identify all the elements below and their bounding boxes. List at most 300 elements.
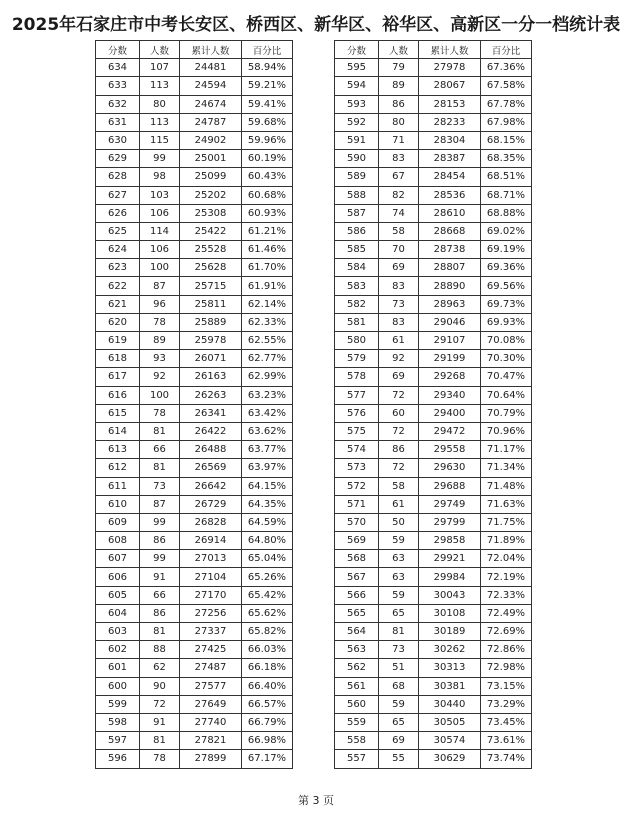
cell-cumulative: 27337	[180, 623, 242, 641]
table-row	[335, 477, 532, 495]
cell-count: 86	[379, 95, 419, 113]
cell-score: 597	[96, 732, 140, 750]
cell-cumulative: 27899	[180, 750, 242, 768]
cell-cumulative: 27425	[180, 641, 242, 659]
cell-score: 611	[96, 477, 140, 495]
cell-score: 580	[335, 332, 379, 350]
cell-count: 55	[379, 750, 419, 768]
cell-percent: 63.42%	[242, 404, 293, 422]
cell-count: 78	[140, 313, 180, 331]
cell-score: 579	[335, 350, 379, 368]
cell-percent: 61.91%	[242, 277, 293, 295]
table-row	[96, 368, 293, 386]
cell-score: 588	[335, 186, 379, 204]
cell-percent: 69.56%	[481, 277, 532, 295]
cell-cumulative: 25811	[180, 295, 242, 313]
cell-count: 83	[379, 277, 419, 295]
cell-score: 585	[335, 241, 379, 259]
table-row	[335, 677, 532, 695]
cell-score: 617	[96, 368, 140, 386]
cell-percent: 60.68%	[242, 186, 293, 204]
cell-cumulative: 28067	[419, 77, 481, 95]
header-cumulative: 累计人数	[419, 41, 481, 59]
cell-cumulative: 25715	[180, 277, 242, 295]
table-row	[335, 713, 532, 731]
cell-score: 625	[96, 222, 140, 240]
table-row	[96, 386, 293, 404]
cell-cumulative: 26828	[180, 513, 242, 531]
table-row	[335, 59, 532, 77]
cell-cumulative: 30189	[419, 623, 481, 641]
cell-cumulative: 25628	[180, 259, 242, 277]
table-row	[96, 404, 293, 422]
table-row	[335, 532, 532, 550]
cell-count: 100	[140, 386, 180, 404]
cell-score: 558	[335, 732, 379, 750]
cell-cumulative: 29340	[419, 386, 481, 404]
cell-percent: 70.96%	[481, 422, 532, 440]
cell-count: 67	[379, 168, 419, 186]
cell-cumulative: 27577	[180, 677, 242, 695]
cell-percent: 69.73%	[481, 295, 532, 313]
cell-score: 610	[96, 495, 140, 513]
cell-cumulative: 29688	[419, 477, 481, 495]
table-row	[96, 313, 293, 331]
cell-count: 70	[379, 241, 419, 259]
cell-count: 60	[379, 404, 419, 422]
cell-score: 616	[96, 386, 140, 404]
table-row	[96, 459, 293, 477]
cell-score: 570	[335, 513, 379, 531]
cell-score: 575	[335, 422, 379, 440]
cell-score: 596	[96, 750, 140, 768]
cell-percent: 67.98%	[481, 113, 532, 131]
cell-count: 107	[140, 59, 180, 77]
cell-count: 88	[140, 641, 180, 659]
cell-count: 63	[379, 550, 419, 568]
cell-count: 62	[140, 659, 180, 677]
table-row	[335, 277, 532, 295]
cell-score: 620	[96, 313, 140, 331]
cell-percent: 65.82%	[242, 623, 293, 641]
cell-score: 622	[96, 277, 140, 295]
cell-cumulative: 29921	[419, 550, 481, 568]
cell-score: 605	[96, 586, 140, 604]
cell-score: 592	[335, 113, 379, 131]
cell-count: 74	[379, 204, 419, 222]
cell-cumulative: 27978	[419, 59, 481, 77]
cell-score: 603	[96, 623, 140, 641]
cell-cumulative: 25099	[180, 168, 242, 186]
cell-count: 89	[379, 77, 419, 95]
cell-cumulative: 28610	[419, 204, 481, 222]
cell-score: 607	[96, 550, 140, 568]
cell-score: 612	[96, 459, 140, 477]
cell-score: 621	[96, 295, 140, 313]
cell-percent: 64.80%	[242, 532, 293, 550]
table-row	[96, 332, 293, 350]
header-score: 分数	[335, 41, 379, 59]
cell-score: 632	[96, 95, 140, 113]
table-row	[335, 350, 532, 368]
cell-percent: 71.63%	[481, 495, 532, 513]
table-row	[96, 695, 293, 713]
cell-percent: 63.77%	[242, 441, 293, 459]
table-row	[96, 604, 293, 622]
cell-percent: 69.36%	[481, 259, 532, 277]
cell-percent: 62.55%	[242, 332, 293, 350]
table-row	[335, 568, 532, 586]
table-row	[96, 186, 293, 204]
table-row	[96, 277, 293, 295]
table-row	[335, 641, 532, 659]
cell-count: 86	[140, 604, 180, 622]
cell-percent: 62.33%	[242, 313, 293, 331]
table-row	[96, 477, 293, 495]
table-row	[335, 386, 532, 404]
cell-count: 99	[140, 550, 180, 568]
cell-cumulative: 30574	[419, 732, 481, 750]
cell-score: 609	[96, 513, 140, 531]
cell-percent: 65.62%	[242, 604, 293, 622]
cell-percent: 72.33%	[481, 586, 532, 604]
cell-percent: 65.26%	[242, 568, 293, 586]
cell-percent: 59.41%	[242, 95, 293, 113]
cell-score: 563	[335, 641, 379, 659]
cell-count: 59	[379, 695, 419, 713]
table-row	[96, 350, 293, 368]
cell-score: 626	[96, 204, 140, 222]
cell-score: 566	[335, 586, 379, 604]
cell-count: 66	[140, 586, 180, 604]
cell-cumulative: 30381	[419, 677, 481, 695]
cell-count: 99	[140, 513, 180, 531]
cell-count: 69	[379, 368, 419, 386]
cell-percent: 73.45%	[481, 713, 532, 731]
table-row	[96, 150, 293, 168]
table-row	[96, 295, 293, 313]
cell-count: 73	[379, 641, 419, 659]
cell-percent: 68.35%	[481, 150, 532, 168]
table-row	[96, 441, 293, 459]
cell-cumulative: 25001	[180, 150, 242, 168]
table-row	[96, 77, 293, 95]
cell-count: 72	[379, 459, 419, 477]
cell-count: 82	[379, 186, 419, 204]
table-row	[335, 422, 532, 440]
cell-count: 98	[140, 168, 180, 186]
cell-count: 79	[379, 59, 419, 77]
cell-count: 114	[140, 222, 180, 240]
cell-score: 559	[335, 713, 379, 731]
cell-score: 562	[335, 659, 379, 677]
table-row	[335, 332, 532, 350]
table-row	[335, 604, 532, 622]
cell-percent: 60.19%	[242, 150, 293, 168]
cell-score: 594	[335, 77, 379, 95]
cell-count: 73	[140, 477, 180, 495]
cell-cumulative: 29268	[419, 368, 481, 386]
table-header-row	[335, 41, 532, 59]
cell-count: 65	[379, 604, 419, 622]
table-row	[96, 732, 293, 750]
cell-score: 598	[96, 713, 140, 731]
page-number: 第 3 页	[298, 794, 334, 807]
cell-count: 72	[140, 695, 180, 713]
cell-count: 63	[379, 568, 419, 586]
table-row	[335, 77, 532, 95]
cell-count: 61	[379, 332, 419, 350]
cell-score: 633	[96, 77, 140, 95]
cell-percent: 65.42%	[242, 586, 293, 604]
cell-percent: 67.17%	[242, 750, 293, 768]
cell-score: 602	[96, 641, 140, 659]
cell-percent: 72.69%	[481, 623, 532, 641]
cell-cumulative: 24902	[180, 131, 242, 149]
cell-score: 590	[335, 150, 379, 168]
cell-count: 61	[379, 495, 419, 513]
cell-percent: 73.61%	[481, 732, 532, 750]
table-row	[96, 259, 293, 277]
cell-percent: 58.94%	[242, 59, 293, 77]
table-row	[96, 241, 293, 259]
cell-score: 628	[96, 168, 140, 186]
table-row	[335, 295, 532, 313]
cell-percent: 71.34%	[481, 459, 532, 477]
cell-percent: 68.51%	[481, 168, 532, 186]
cell-score: 595	[335, 59, 379, 77]
cell-percent: 72.19%	[481, 568, 532, 586]
cell-score: 591	[335, 131, 379, 149]
cell-score: 608	[96, 532, 140, 550]
cell-count: 87	[140, 277, 180, 295]
cell-cumulative: 26422	[180, 422, 242, 440]
table-row	[96, 532, 293, 550]
cell-percent: 66.57%	[242, 695, 293, 713]
cell-count: 69	[379, 732, 419, 750]
cell-percent: 60.43%	[242, 168, 293, 186]
header-count: 人数	[379, 41, 419, 59]
cell-count: 71	[379, 131, 419, 149]
cell-cumulative: 28807	[419, 259, 481, 277]
cell-score: 584	[335, 259, 379, 277]
cell-percent: 68.71%	[481, 186, 532, 204]
cell-count: 81	[379, 623, 419, 641]
cell-score: 614	[96, 422, 140, 440]
cell-count: 68	[379, 677, 419, 695]
table-header-row	[96, 41, 293, 59]
cell-count: 90	[140, 677, 180, 695]
cell-percent: 61.70%	[242, 259, 293, 277]
table-row	[96, 204, 293, 222]
cell-percent: 64.15%	[242, 477, 293, 495]
cell-percent: 62.14%	[242, 295, 293, 313]
cell-count: 80	[379, 113, 419, 131]
table-row	[96, 113, 293, 131]
cell-score: 573	[335, 459, 379, 477]
cell-count: 51	[379, 659, 419, 677]
cell-score: 583	[335, 277, 379, 295]
cell-percent: 65.04%	[242, 550, 293, 568]
cell-percent: 73.74%	[481, 750, 532, 768]
table-row	[96, 95, 293, 113]
cell-percent: 72.04%	[481, 550, 532, 568]
cell-cumulative: 28738	[419, 241, 481, 259]
cell-cumulative: 29858	[419, 532, 481, 550]
cell-cumulative: 29749	[419, 495, 481, 513]
cell-count: 93	[140, 350, 180, 368]
header-cumulative: 累计人数	[180, 41, 242, 59]
table-row	[96, 495, 293, 513]
cell-score: 586	[335, 222, 379, 240]
cell-cumulative: 26642	[180, 477, 242, 495]
table-row	[335, 204, 532, 222]
cell-percent: 61.21%	[242, 222, 293, 240]
cell-cumulative: 29630	[419, 459, 481, 477]
cell-score: 615	[96, 404, 140, 422]
cell-count: 78	[140, 404, 180, 422]
cell-score: 578	[335, 368, 379, 386]
cell-cumulative: 30629	[419, 750, 481, 768]
table-row	[96, 586, 293, 604]
cell-percent: 63.62%	[242, 422, 293, 440]
cell-percent: 72.49%	[481, 604, 532, 622]
table-row	[335, 750, 532, 768]
cell-score: 627	[96, 186, 140, 204]
table-row	[335, 313, 532, 331]
cell-percent: 63.97%	[242, 459, 293, 477]
table-row	[335, 168, 532, 186]
score-table-right	[334, 40, 532, 769]
cell-score: 630	[96, 131, 140, 149]
cell-cumulative: 29558	[419, 441, 481, 459]
cell-count: 72	[379, 422, 419, 440]
cell-cumulative: 25308	[180, 204, 242, 222]
cell-count: 89	[140, 332, 180, 350]
table-row	[335, 550, 532, 568]
cell-cumulative: 29984	[419, 568, 481, 586]
table-row	[335, 659, 532, 677]
cell-count: 81	[140, 459, 180, 477]
cell-percent: 59.68%	[242, 113, 293, 131]
cell-count: 103	[140, 186, 180, 204]
cell-score: 606	[96, 568, 140, 586]
cell-count: 113	[140, 113, 180, 131]
cell-cumulative: 29046	[419, 313, 481, 331]
cell-score: 569	[335, 532, 379, 550]
cell-count: 115	[140, 131, 180, 149]
cell-percent: 72.86%	[481, 641, 532, 659]
cell-count: 81	[140, 732, 180, 750]
cell-cumulative: 25422	[180, 222, 242, 240]
cell-count: 72	[379, 386, 419, 404]
cell-count: 66	[140, 441, 180, 459]
cell-score: 624	[96, 241, 140, 259]
cell-percent: 70.30%	[481, 350, 532, 368]
cell-percent: 71.17%	[481, 441, 532, 459]
cell-percent: 69.02%	[481, 222, 532, 240]
cell-cumulative: 26569	[180, 459, 242, 477]
cell-score: 567	[335, 568, 379, 586]
cell-cumulative: 30043	[419, 586, 481, 604]
cell-score: 599	[96, 695, 140, 713]
table-row	[335, 186, 532, 204]
cell-percent: 64.35%	[242, 495, 293, 513]
table-row	[335, 113, 532, 131]
table-row	[96, 568, 293, 586]
cell-cumulative: 28454	[419, 168, 481, 186]
cell-cumulative: 30505	[419, 713, 481, 731]
header-score: 分数	[96, 41, 140, 59]
cell-cumulative: 27013	[180, 550, 242, 568]
cell-count: 87	[140, 495, 180, 513]
table-row	[335, 404, 532, 422]
cell-cumulative: 26163	[180, 368, 242, 386]
cell-count: 99	[140, 150, 180, 168]
cell-count: 106	[140, 204, 180, 222]
cell-percent: 61.46%	[242, 241, 293, 259]
table-row	[335, 732, 532, 750]
cell-score: 601	[96, 659, 140, 677]
cell-percent: 60.93%	[242, 204, 293, 222]
cell-score: 613	[96, 441, 140, 459]
table-row	[335, 441, 532, 459]
cell-score: 581	[335, 313, 379, 331]
cell-count: 50	[379, 513, 419, 531]
cell-score: 631	[96, 113, 140, 131]
cell-count: 113	[140, 77, 180, 95]
cell-count: 65	[379, 713, 419, 731]
cell-percent: 62.99%	[242, 368, 293, 386]
cell-count: 96	[140, 295, 180, 313]
cell-count: 91	[140, 713, 180, 731]
table-row	[335, 368, 532, 386]
cell-cumulative: 25889	[180, 313, 242, 331]
cell-cumulative: 28890	[419, 277, 481, 295]
cell-score: 600	[96, 677, 140, 695]
cell-count: 83	[379, 313, 419, 331]
table-row	[335, 222, 532, 240]
cell-cumulative: 30108	[419, 604, 481, 622]
table-row	[335, 95, 532, 113]
cell-score: 572	[335, 477, 379, 495]
table-row	[335, 623, 532, 641]
cell-percent: 67.78%	[481, 95, 532, 113]
cell-percent: 73.15%	[481, 677, 532, 695]
cell-cumulative: 24787	[180, 113, 242, 131]
cell-cumulative: 27649	[180, 695, 242, 713]
cell-cumulative: 28304	[419, 131, 481, 149]
cell-cumulative: 28233	[419, 113, 481, 131]
cell-count: 58	[379, 477, 419, 495]
cell-percent: 70.64%	[481, 386, 532, 404]
cell-percent: 59.21%	[242, 77, 293, 95]
header-percent: 百分比	[242, 41, 293, 59]
cell-percent: 62.77%	[242, 350, 293, 368]
cell-cumulative: 30262	[419, 641, 481, 659]
table-row	[96, 168, 293, 186]
cell-cumulative: 26729	[180, 495, 242, 513]
cell-percent: 73.29%	[481, 695, 532, 713]
cell-count: 92	[140, 368, 180, 386]
cell-percent: 70.47%	[481, 368, 532, 386]
cell-cumulative: 27821	[180, 732, 242, 750]
cell-cumulative: 27256	[180, 604, 242, 622]
table-row	[96, 513, 293, 531]
cell-percent: 69.19%	[481, 241, 532, 259]
cell-percent: 71.48%	[481, 477, 532, 495]
cell-score: 577	[335, 386, 379, 404]
